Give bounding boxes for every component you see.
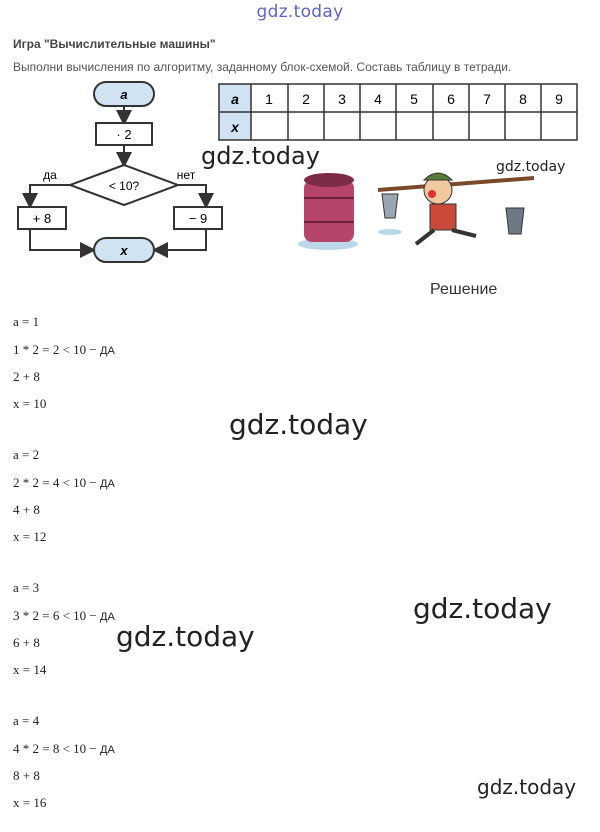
values-table [218, 83, 580, 143]
calc-expression: 4 * 2 = 8 < 10 − [13, 741, 100, 756]
calc-verdict: ДА [100, 478, 115, 490]
task-title: Игра "Вычислительные машины" [13, 37, 216, 51]
table-a-cell: 7 [483, 91, 491, 107]
flow-start-label: a [120, 87, 128, 102]
watermark: gdz.today [116, 620, 255, 653]
solution-a-line: a = 3 [13, 580, 40, 595]
calc-expression: 1 * 2 = 2 < 10 − [13, 342, 100, 357]
flow-multiply-label: · 2 [116, 127, 132, 142]
calc-verdict: ДА [100, 611, 115, 623]
solution-calc-line [13, 608, 115, 624]
calc-verdict: ДА [100, 345, 115, 357]
flow-yes-action-label: + 8 [32, 211, 52, 226]
table-a-cell: 8 [519, 91, 527, 107]
watermark: gdz.today [229, 408, 368, 441]
solution-calc-line [13, 342, 115, 358]
table-a-cell: 2 [302, 91, 310, 107]
solution-calc-line [13, 475, 115, 491]
solution-calc-line [13, 741, 115, 757]
flow-no-action-label: − 9 [188, 211, 208, 226]
watermark: gdz.today [477, 775, 577, 799]
solution-add-line: 2 + 8 [13, 369, 40, 384]
solution-add-line: 6 + 8 [13, 635, 40, 650]
flow-end-label: x [120, 243, 128, 258]
table-a-cell: 1 [265, 91, 273, 107]
solution-x-line: x = 10 [13, 396, 47, 411]
task-instruction: Выполни вычисления по алгоритму, заданному блок-схемой. Составь таблицу в тетради. [13, 60, 512, 74]
solution-x-line: x = 12 [13, 529, 47, 544]
flow-yes-label: да [43, 168, 57, 182]
table-row-a-label: a [231, 91, 239, 107]
flow-condition-label: < 10? [108, 179, 140, 193]
table-row-x-label: x [231, 119, 239, 135]
calc-verdict: ДА [100, 744, 115, 756]
calc-expression: 2 * 2 = 4 < 10 − [13, 475, 100, 490]
table-a-cell: 4 [374, 91, 382, 107]
table-a-cell: 6 [447, 91, 455, 107]
solution-x-line: x = 16 [13, 795, 47, 810]
solution-a-line: a = 2 [13, 447, 40, 462]
watermark: gdz.today [413, 592, 552, 625]
table-a-cell: 3 [338, 91, 346, 107]
solution-x-line: x = 14 [13, 662, 47, 677]
table-a-cell: 5 [410, 91, 418, 107]
watermark-top: gdz.today [256, 2, 344, 22]
solution-a-line: a = 1 [13, 314, 40, 329]
watermark: gdz.today [201, 142, 320, 170]
watermark: gdz.today [496, 159, 566, 175]
flowchart [10, 78, 240, 268]
solution-a-line: a = 4 [13, 713, 40, 728]
barrel-image [298, 173, 358, 250]
solution-add-line: 8 + 8 [13, 768, 40, 783]
solution-heading: Решение [430, 281, 498, 298]
solution-add-line: 4 + 8 [13, 502, 40, 517]
runner-image [378, 173, 534, 244]
calc-expression: 3 * 2 = 6 < 10 − [13, 608, 100, 623]
table-a-cell: 9 [555, 91, 563, 107]
flow-no-label: нет [176, 168, 196, 182]
